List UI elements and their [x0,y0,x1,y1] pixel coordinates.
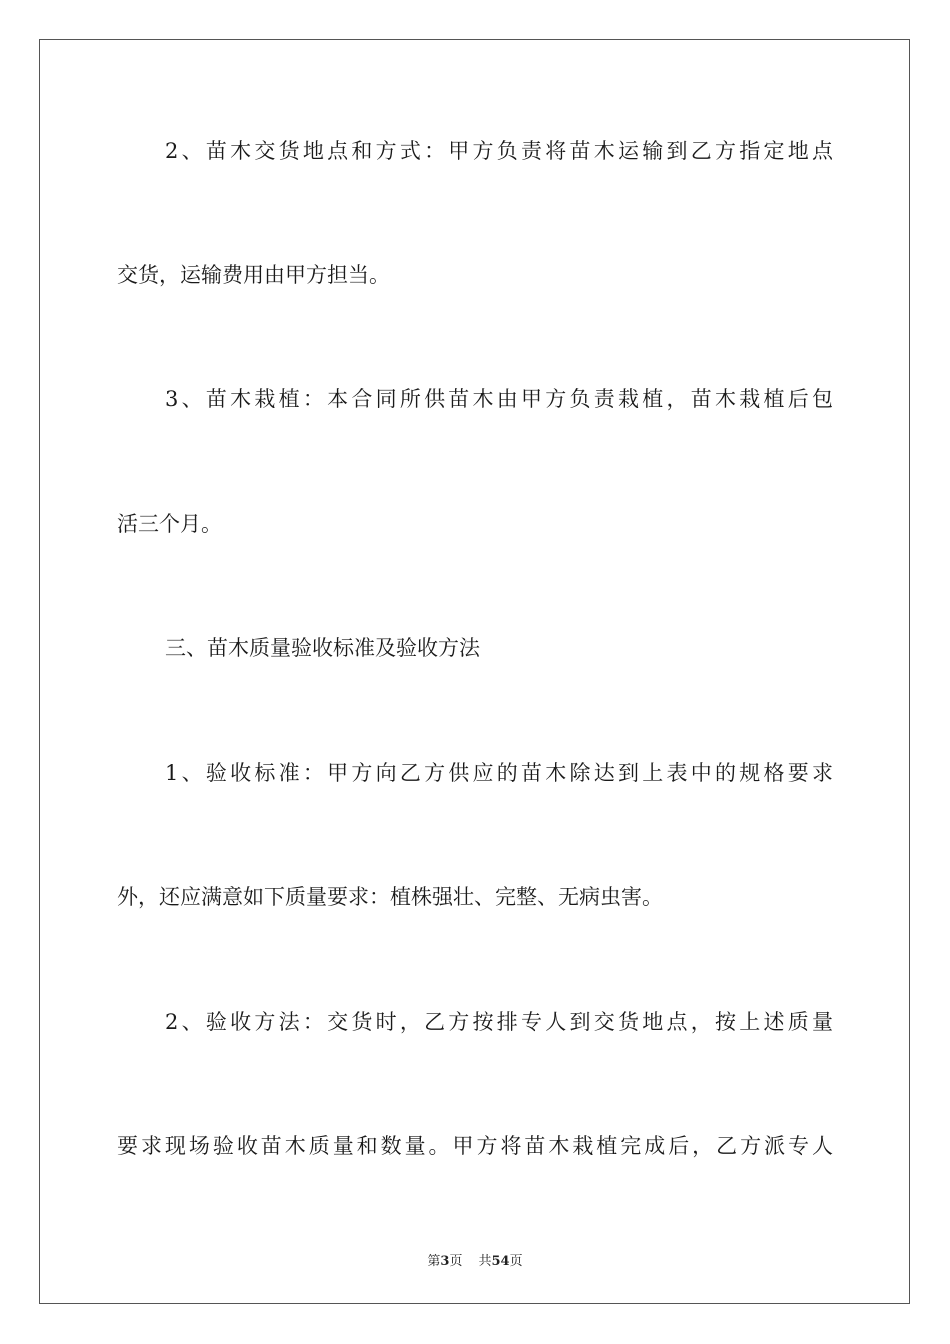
paragraph-line-9: 要求现场验收苗木质量和数量。甲方将苗木栽植完成后，乙方派专人 [117,1134,833,1158]
paragraph-line-1: 2、苗木交货地点和方式：甲方负责将苗木运输到乙方指定地点 [165,139,833,163]
page-number: 3 [440,1254,450,1269]
paragraph-line-7: 外，还应满意如下质量要求：植株强壮、完整、无病虫害。 [117,885,663,909]
paragraph-line-2: 交货，运输费用由甲方担当。 [117,263,390,287]
page-border [39,39,910,1304]
paragraph-line-4: 活三个月。 [117,512,222,536]
page-suffix: 页 [449,1254,463,1269]
total-prefix: 共 [478,1254,492,1269]
section-heading: 三、苗木质量验收标准及验收方法 [165,636,480,660]
total-suffix: 页 [509,1254,523,1269]
paragraph-line-8: 2、验收方法：交货时，乙方按排专人到交货地点，按上述质量 [165,1010,833,1034]
page-footer [0,1250,950,1269]
total-pages: 54 [491,1254,510,1269]
paragraph-line-6: 1、验收标准：甲方向乙方供应的苗木除达到上表中的规格要求 [165,761,833,785]
paragraph-line-3: 3、苗木栽植：本合同所供苗木由甲方负责栽植，苗木栽植后包 [165,387,833,411]
page-prefix: 第 [427,1254,441,1269]
